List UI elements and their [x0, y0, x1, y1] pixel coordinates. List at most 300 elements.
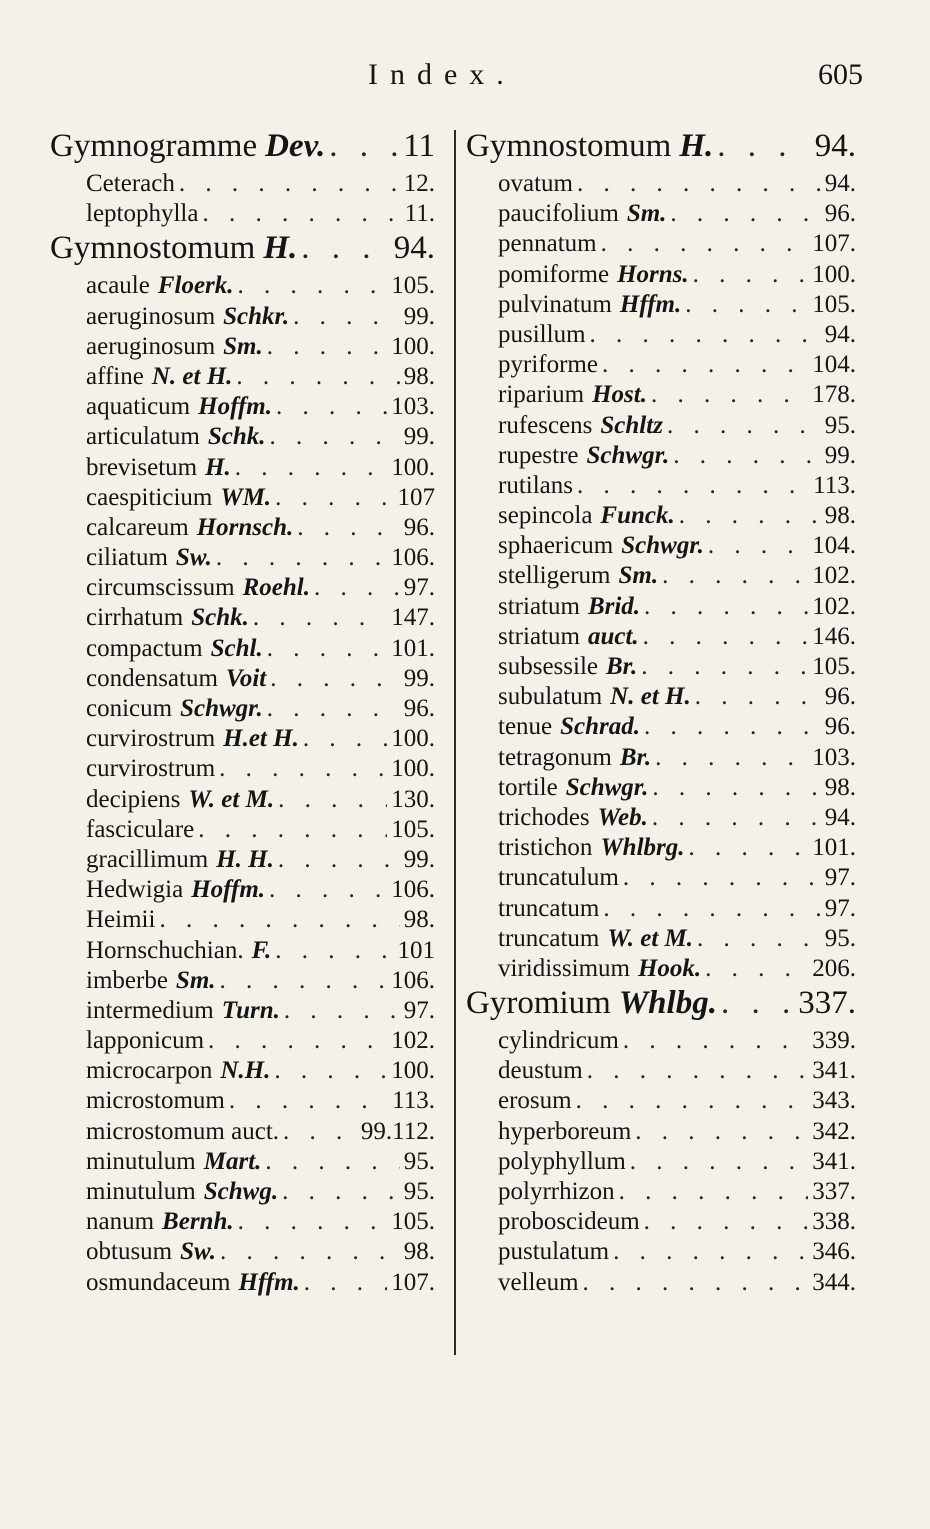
index-entry: [466, 261, 856, 291]
entry-author: Br.: [606, 653, 638, 680]
dot-leader: [652, 804, 821, 832]
entry-page-number: 95.: [403, 1178, 435, 1205]
entry-page-number: 96.: [824, 200, 856, 228]
entry-page-number: 98.: [403, 906, 435, 934]
entry-term: subsessile: [498, 653, 598, 680]
index-entry: [50, 1027, 435, 1057]
dot-leader: [202, 200, 400, 228]
dot-leader: [229, 1087, 388, 1115]
entry-page-number: 105.: [391, 815, 435, 843]
index-entry: [466, 321, 856, 351]
dot-leader: [587, 1057, 809, 1085]
entry-term: aeruginosum: [86, 332, 216, 360]
entry-term: tetragonum: [498, 743, 612, 771]
entry-page-number: 107: [397, 483, 435, 511]
entry-term: erosum: [498, 1087, 572, 1115]
entry-page-number: 130.: [391, 785, 435, 813]
index-entry: [50, 423, 435, 453]
entry-term: trichodes: [498, 803, 590, 831]
entry-author: Schk.: [191, 604, 249, 632]
dot-leader: [267, 695, 400, 723]
entry-term: tenue: [498, 713, 553, 741]
entry-term: sepincola: [498, 502, 593, 530]
index-entry: [50, 1118, 435, 1148]
index-entry: [50, 997, 435, 1027]
entry-author: Sm.: [175, 966, 216, 994]
dot-leader: [216, 544, 387, 572]
entry-term: cirrhatum: [86, 604, 184, 632]
entry-term: affine: [86, 362, 144, 390]
entry-term: lapponicum: [86, 1027, 205, 1055]
index-entry: [50, 604, 435, 634]
entry-page-number: 341.: [812, 1057, 856, 1085]
dot-leader: [159, 906, 399, 934]
entry-term: osmundaceum: [86, 1268, 231, 1296]
entry-page-number: 97.: [403, 574, 435, 602]
entry-page-number: 97.: [403, 996, 435, 1024]
index-heading: [466, 128, 856, 170]
entry-page-number: 100.: [391, 1057, 435, 1085]
entry-page-number: 106.: [391, 544, 435, 572]
entry-page-number: 344.: [812, 1268, 856, 1296]
entry-author: Voit: [225, 664, 267, 692]
dot-leader: [278, 846, 400, 874]
entry-term: articulatum: [86, 423, 200, 451]
entry-page-number: 100.: [391, 332, 435, 360]
dot-leader: [219, 755, 387, 783]
entry-author: Roehl.: [242, 574, 310, 602]
entry-author: N.H.: [220, 1057, 271, 1085]
entry-author: Schwgr.: [180, 695, 263, 722]
entry-page-number: 104.: [812, 351, 856, 379]
entry-author: Schk.: [207, 423, 266, 451]
index-entry: [466, 1178, 856, 1208]
entry-author: Schkr.: [223, 302, 290, 330]
entry-page-number: 94.: [824, 320, 856, 348]
entry-author: H.: [205, 453, 231, 481]
index-entry: [50, 846, 435, 876]
entry-term: ovatum: [498, 170, 573, 197]
dot-leader: [679, 502, 821, 530]
entry-page-number: 94.: [814, 128, 856, 164]
dot-leader: [179, 170, 400, 198]
dot-leader: [623, 1027, 808, 1055]
entry-term: condensatum: [86, 664, 218, 692]
entry-page-number: 106.: [391, 966, 435, 994]
entry-page-number: 95.: [403, 1147, 435, 1175]
entry-author: Hook.: [637, 954, 702, 982]
entry-author: Schltz: [600, 411, 663, 439]
entry-page-number: 100.: [391, 755, 435, 783]
dot-leader: [705, 955, 808, 983]
index-entry: [50, 1057, 435, 1087]
dot-leader: [278, 786, 387, 814]
entry-term: Gymnostomum: [466, 128, 672, 164]
dot-leader: [220, 967, 388, 995]
entry-author: F.: [251, 936, 272, 964]
entry-author: Schwgr.: [621, 532, 704, 560]
entry-page-number: 147.: [391, 604, 435, 632]
index-entry: [466, 532, 856, 562]
index-entry: [466, 593, 856, 623]
entry-author: Hoffm.: [198, 393, 272, 421]
entry-page-number: 99.: [403, 845, 435, 873]
entry-term: rufescens: [498, 411, 593, 439]
index-heading: [466, 985, 856, 1027]
dot-leader: [590, 321, 821, 349]
entry-term: fasciculare: [86, 815, 195, 843]
dot-leader: [601, 230, 809, 258]
entry-term: obtusum: [86, 1238, 173, 1266]
entry-author: N. et H.: [151, 362, 233, 390]
entry-term: tristichon: [498, 834, 593, 862]
entry-author: Schwgr.: [586, 441, 670, 469]
entry-term: leptophylla: [86, 200, 199, 228]
entry-page-number: 99.: [824, 441, 856, 469]
dot-leader: [293, 303, 400, 331]
entry-page-number: 96.: [824, 713, 856, 741]
entry-term: polyphyllum: [498, 1147, 626, 1175]
entry-page-number: 102.: [391, 1027, 435, 1055]
dot-leader: [267, 635, 388, 663]
index-entry: [466, 1087, 856, 1117]
entry-page-number: 99.: [403, 423, 435, 451]
index-entry: [466, 442, 856, 472]
index-entry: [50, 393, 435, 423]
dot-leader: [635, 1118, 808, 1146]
dot-leader: [329, 128, 399, 165]
dot-leader: [297, 514, 399, 542]
dot-leader: [270, 423, 400, 451]
entry-author: Schwg.: [203, 1178, 279, 1205]
entry-term: aquaticum: [86, 393, 191, 421]
index-entry: [466, 170, 856, 200]
entry-term: compactum: [86, 634, 203, 662]
entry-term: pomiforme: [498, 260, 610, 288]
entry-page-number: 103.: [391, 393, 435, 421]
entry-term: caespiticium: [86, 483, 213, 511]
dot-leader: [695, 683, 821, 711]
entry-page-number: 113.: [813, 471, 856, 499]
entry-page-number: 97.: [824, 894, 856, 922]
entry-page-number: 99.: [403, 302, 435, 330]
dot-leader: [283, 1118, 357, 1146]
index-entry: [466, 895, 856, 925]
entry-term: brevisetum: [86, 453, 198, 481]
entry-term: curvirostrum: [86, 755, 216, 783]
entry-page-number: 11.: [404, 200, 435, 228]
entry-term: subulatum: [498, 683, 603, 711]
entry-author: Bernh.: [162, 1208, 234, 1236]
entry-author: Sm.: [223, 332, 263, 360]
entry-page-number: 98.: [824, 502, 856, 530]
dot-leader: [269, 876, 387, 904]
dot-leader: [576, 1087, 809, 1115]
entry-term: Heimii: [86, 906, 156, 934]
index-entry: [466, 472, 856, 502]
entry-page-number: 100.: [391, 453, 435, 481]
entry-author: Web.: [597, 803, 648, 831]
entry-page-number: 146.: [812, 622, 856, 650]
dot-leader: [270, 665, 400, 693]
entry-term: Gymnogramme: [50, 128, 258, 164]
entry-term: pustulatum: [498, 1238, 610, 1266]
index-entry: [466, 291, 856, 321]
entry-author: Funck.: [600, 502, 675, 530]
index-entry: [50, 725, 435, 755]
index-entry: [466, 351, 856, 381]
dot-leader: [301, 230, 389, 267]
index-entry: [50, 454, 435, 484]
entry-page-number: 102.: [812, 592, 856, 620]
index-entry: [50, 574, 435, 604]
entry-page-number: 12.: [403, 170, 435, 197]
entry-term: microstomum: [86, 1087, 225, 1115]
index-entry: [50, 1238, 435, 1268]
entry-page-number: 104.: [812, 532, 856, 560]
index-column-right: [466, 128, 856, 1299]
entry-page-number: 206.: [812, 954, 856, 982]
index-entry: [50, 937, 435, 967]
entry-term: stelligerum: [498, 562, 611, 590]
index-entry: [466, 1208, 856, 1238]
dot-leader: [208, 1027, 387, 1055]
index-entry: [50, 170, 435, 200]
entry-term: microcarpon: [86, 1057, 213, 1085]
dot-leader: [708, 532, 808, 560]
dot-leader: [697, 925, 821, 953]
dot-leader: [644, 713, 821, 741]
entry-page-number: 113.: [392, 1087, 435, 1115]
dot-leader: [274, 1057, 387, 1085]
dot-leader: [630, 1148, 808, 1176]
dot-leader: [623, 864, 821, 892]
dot-leader: [577, 170, 821, 198]
entry-term: pennatum: [498, 230, 597, 258]
entry-term: truncatulum: [498, 864, 619, 892]
index-entry: [466, 623, 856, 653]
dot-leader: [644, 593, 808, 621]
entry-term: riparium: [498, 381, 585, 409]
entry-author: Dev.: [265, 128, 326, 164]
entry-page-number: 96.: [824, 683, 856, 711]
dot-leader: [238, 272, 388, 300]
entry-author: Hffm.: [619, 290, 682, 318]
dot-leader: [603, 895, 820, 923]
entry-page-number: 105.: [391, 272, 435, 300]
dot-leader: [685, 291, 808, 319]
entry-page-number: 346.: [812, 1238, 856, 1266]
dot-leader: [577, 472, 809, 500]
index-entry: [50, 333, 435, 363]
entry-term: acaule: [86, 272, 150, 300]
index-entry: [50, 484, 435, 514]
index-entry: [466, 1148, 856, 1178]
dot-leader: [282, 1178, 400, 1206]
index-entry: [466, 381, 856, 411]
dot-leader: [721, 985, 794, 1022]
index-entry: [50, 303, 435, 333]
index-entry: [50, 786, 435, 816]
index-entry: [466, 1269, 856, 1299]
entry-page-number: 101: [397, 936, 435, 964]
entry-page-number: 107.: [812, 230, 856, 258]
entry-author: Sw.: [180, 1238, 217, 1266]
entry-page-number: 98.: [824, 773, 856, 801]
index-heading: [50, 128, 435, 170]
index-entry: [50, 665, 435, 695]
index-entry: [50, 967, 435, 997]
dot-leader: [643, 623, 809, 651]
entry-term: minutulum: [86, 1147, 196, 1175]
entry-term: Gyromium: [466, 985, 611, 1022]
entry-term: calcareum: [86, 513, 189, 541]
entry-author: Whlbrg.: [600, 834, 685, 862]
entry-term: striatum: [498, 592, 580, 620]
entry-page-number: 96.: [403, 695, 435, 722]
entry-page-number: 105.: [812, 653, 856, 680]
entry-page-number: 99.112.: [360, 1117, 435, 1145]
entry-page-number: 337.: [812, 1178, 856, 1205]
dot-leader: [238, 1208, 388, 1236]
entry-term: minutulum: [86, 1178, 196, 1205]
entry-page-number: 338.: [812, 1208, 856, 1236]
entry-page-number: 343.: [812, 1087, 856, 1115]
entry-author: N. et H.: [610, 683, 691, 711]
index-entry: [50, 1148, 435, 1178]
entry-term: gracillimum: [86, 845, 209, 873]
index-entry: [466, 1118, 856, 1148]
dot-leader: [267, 333, 388, 361]
entry-term: pulvinatum: [498, 290, 612, 318]
index-entry: [466, 653, 856, 683]
entry-author: Hornsch.: [196, 513, 294, 541]
entry-page-number: 95.: [824, 411, 856, 439]
index-entry: [466, 502, 856, 532]
dot-leader: [673, 442, 821, 470]
entry-author: Schwgr.: [565, 773, 649, 801]
entry-page-number: 341.: [812, 1147, 856, 1175]
entry-term: Ceterach: [86, 170, 175, 197]
entry-page-number: 97.: [824, 864, 856, 892]
entry-term: striatum: [498, 622, 580, 650]
entry-author: Hffm.: [238, 1268, 300, 1296]
entry-page-number: 100.: [812, 260, 856, 288]
entry-page-number: 337.: [798, 985, 856, 1022]
dot-leader: [236, 363, 399, 391]
index-entry: [466, 1238, 856, 1268]
entry-author: Schl.: [210, 634, 263, 662]
entry-term: truncatum: [498, 924, 600, 952]
page-header: [0, 58, 930, 98]
index-heading: [50, 230, 435, 272]
index-entry: [466, 955, 856, 985]
entry-author: Mart.: [203, 1147, 262, 1175]
entry-term: Gymnostomum: [50, 230, 256, 267]
entry-page-number: 94.: [393, 230, 435, 267]
entry-page-number: 101.: [812, 834, 856, 862]
entry-term: rupestre: [498, 441, 579, 469]
dot-leader: [652, 774, 820, 802]
index-entry: [50, 1269, 435, 1299]
entry-author: W. et M.: [607, 924, 694, 952]
entry-author: Turn.: [221, 996, 280, 1024]
dot-leader: [303, 725, 387, 753]
entry-page-number: 99.: [403, 664, 435, 692]
running-title: Index.: [368, 58, 516, 91]
index-entry: [466, 864, 856, 894]
entry-term: tortile: [498, 773, 558, 801]
index-entry: [50, 695, 435, 725]
entry-term: circumscissum: [86, 574, 235, 602]
entry-term: velleum: [498, 1268, 579, 1296]
index-column-left: [50, 128, 435, 1299]
entry-page-number: 11: [403, 128, 435, 164]
entry-page-number: 106.: [391, 876, 435, 904]
dot-leader: [602, 351, 808, 379]
column-divider: [454, 130, 456, 1355]
entry-term: sphaericum: [498, 532, 614, 560]
index-entry: [50, 1087, 435, 1117]
dot-leader: [644, 1208, 809, 1236]
entry-page-number: 94.: [824, 170, 856, 197]
index-entry: [50, 272, 435, 302]
entry-term: pyriforme: [498, 351, 598, 379]
entry-term: rutilans: [498, 471, 573, 499]
index-entry: [50, 1208, 435, 1238]
entry-page-number: 101.: [391, 634, 435, 662]
entry-author: Schrad.: [560, 713, 641, 741]
dot-leader: [583, 1269, 809, 1297]
entry-author: Host.: [592, 381, 647, 409]
entry-page-number: 96.: [403, 513, 435, 541]
dot-leader: [651, 381, 808, 409]
dot-leader: [689, 834, 809, 862]
entry-page-number: 105.: [391, 1208, 435, 1236]
entry-author: WM.: [220, 483, 272, 511]
entry-term: deustum: [498, 1057, 583, 1085]
entry-page-number: 98.: [403, 362, 435, 390]
entry-term: proboscideum: [498, 1208, 640, 1236]
entry-term: intermedium: [86, 996, 214, 1024]
dot-leader: [641, 653, 808, 681]
index-entry: [466, 1027, 856, 1057]
dot-leader: [275, 937, 393, 965]
page-number: 605: [818, 58, 863, 91]
index-entry: [466, 774, 856, 804]
index-entry: [466, 200, 856, 230]
entry-author: H.et H.: [223, 725, 299, 753]
index-entry: [466, 412, 856, 442]
index-entry: [50, 906, 435, 936]
entry-page-number: 98.: [403, 1238, 435, 1266]
entry-term: microstomum auct.: [86, 1117, 280, 1145]
index-entry: [50, 876, 435, 906]
dot-leader: [667, 412, 821, 440]
index-entry: [466, 713, 856, 743]
index-entry: [466, 562, 856, 592]
entry-term: ciliatum: [86, 544, 168, 572]
dot-leader: [619, 1178, 809, 1206]
entry-page-number: 103.: [812, 743, 856, 771]
index-entry: [50, 816, 435, 846]
entry-page-number: 100.: [391, 725, 435, 753]
dot-leader: [198, 816, 387, 844]
dot-leader: [655, 744, 808, 772]
dot-leader: [613, 1238, 808, 1266]
dot-leader: [220, 1238, 400, 1266]
dot-leader: [670, 200, 820, 228]
